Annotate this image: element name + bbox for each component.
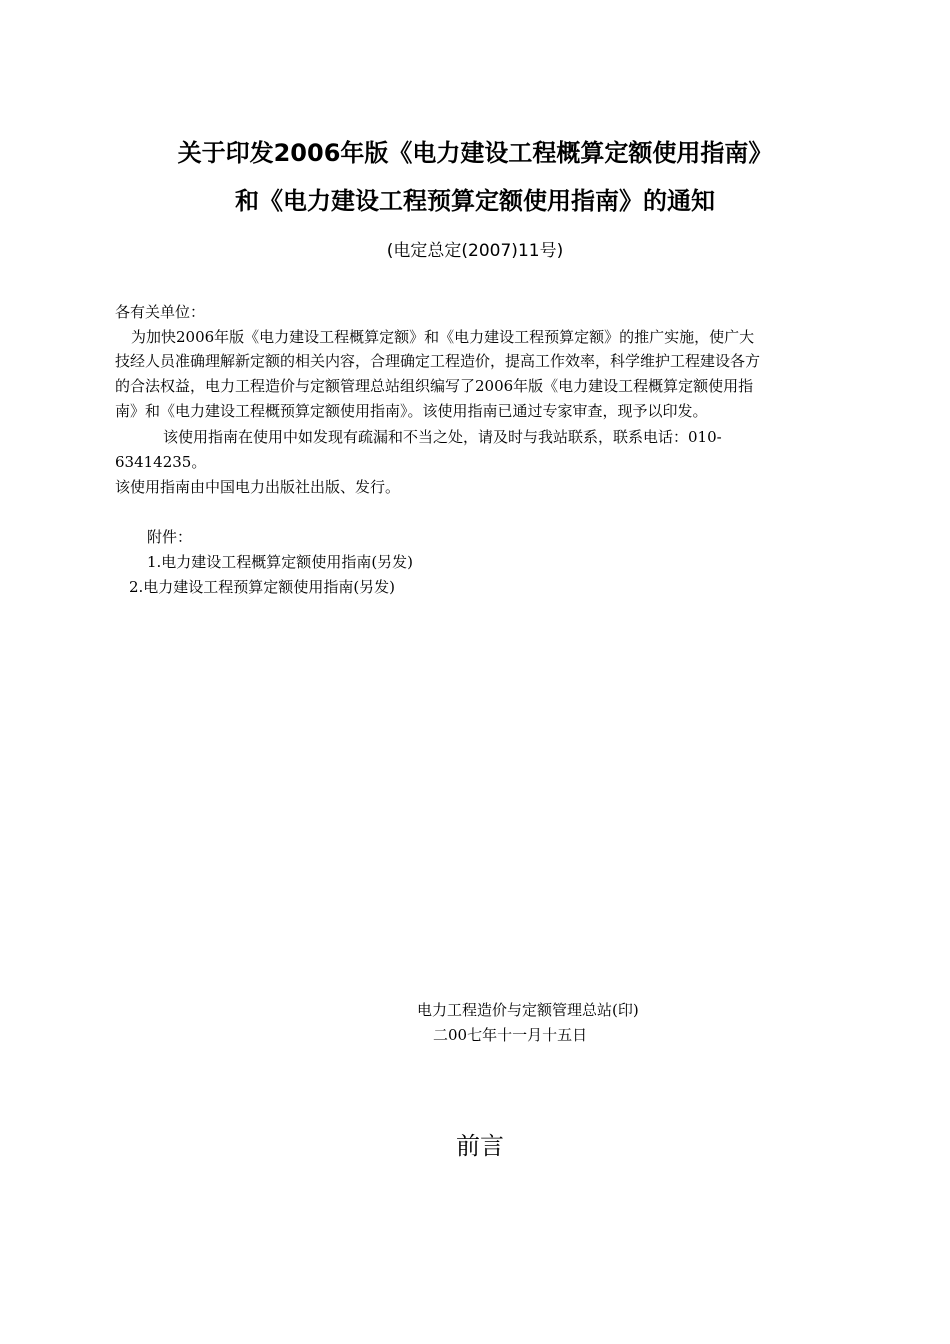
- document-number: (电定总定(2007)11号): [386, 241, 564, 261]
- issuer-signature: 电力工程造价与定额管理总站(印): [417, 1001, 639, 1019]
- attachments-label: 附件：: [147, 528, 193, 546]
- notice-title-line-2: 和《电力建设工程预算定额使用指南》的通知: [235, 187, 715, 215]
- paragraph-1-line-3: 的合法权益，电力工程造价与定额管理总站组织编写了2006年版《电力建设工程概算定额使用指: [115, 377, 754, 395]
- paragraph-1-line-1: 为加快2006年版《电力建设工程概算定额》和《电力建设工程预算定额》的推广实施，使广大: [131, 328, 755, 346]
- attachment-item-1: 1.电力建设工程概算定额使用指南(另发): [147, 553, 414, 571]
- attachment-item-2: 2.电力建设工程预算定额使用指南(另发): [129, 578, 396, 596]
- foreword-heading: 前言: [456, 1132, 504, 1160]
- paragraph-3: 该使用指南由中国电力出版社出版、发行。: [115, 478, 401, 496]
- paragraph-1-line-2: 技经人员准确理解新定额的相关内容，合理确定工程造价，提高工作效率，科学维护工程建设各方: [115, 352, 761, 370]
- paragraph-2-line-2: 63414235。: [115, 453, 207, 471]
- paragraph-1-line-4: 南》和《电力建设工程概预算定额使用指南》。该使用指南已通过专家审查，现予以印发。: [115, 402, 708, 420]
- notice-title-line-1: 关于印发2006年版《电力建设工程概算定额使用指南》: [177, 139, 773, 167]
- paragraph-2-line-1: 该使用指南在使用中如发现有疏漏和不当之处，请及时与我站联系，联系电话：010-: [163, 428, 722, 446]
- salutation: 各有关单位：: [115, 303, 206, 321]
- issue-date: 二00七年十一月十五日: [433, 1026, 588, 1044]
